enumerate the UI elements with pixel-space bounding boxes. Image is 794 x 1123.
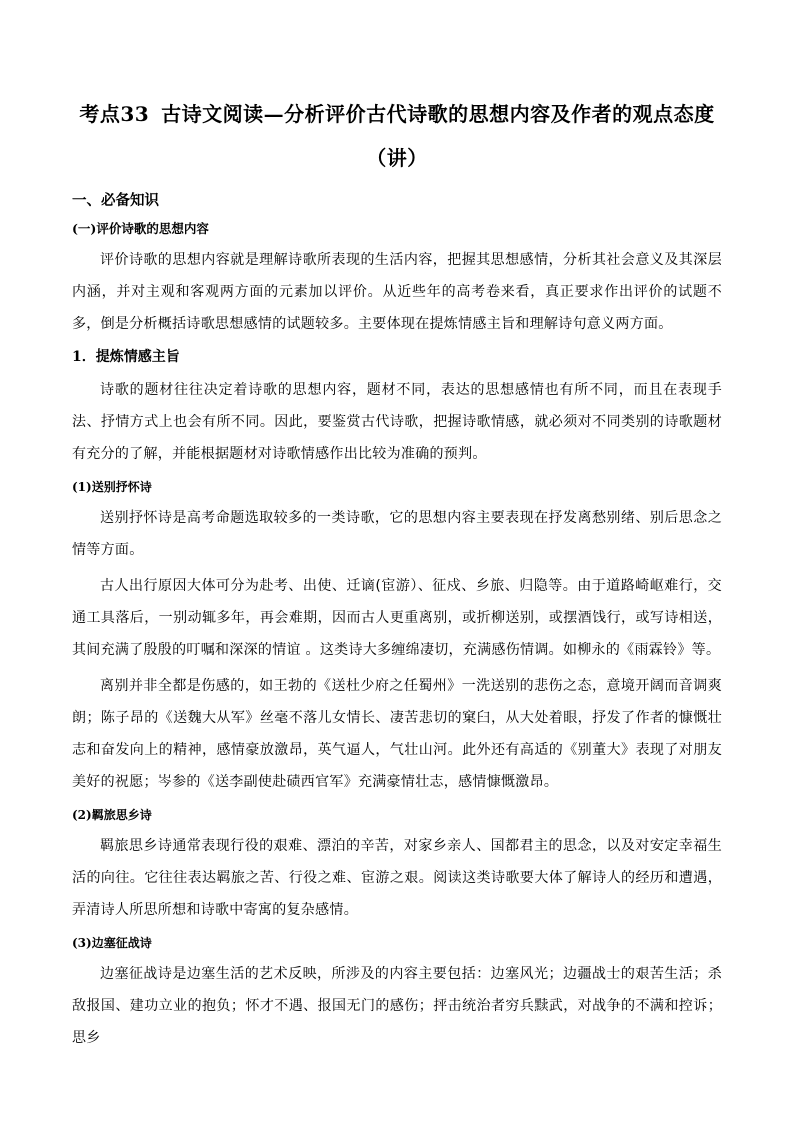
- point-heading-1: 1．提炼情感主旨: [72, 349, 180, 365]
- title-text: 古诗文阅读—分析评价古代诗歌的思想内容及作者的观点态度（讲）: [161, 102, 715, 170]
- page-title: [72, 92, 722, 180]
- category-heading-2: (2)羁旅思乡诗: [72, 808, 152, 822]
- paragraph-7: 边塞征战诗是边塞生活的艺术反映，所涉及的内容主要包括：边塞风光；边疆战士的艰苦生活；杀敌报国、建功立业的抱负；怀才不遇、报国无门的感伤；抨击统治者穷兵黩武，对战争的不满和控诉；思乡: [72, 966, 722, 1046]
- paragraph-1: 评价诗歌的思想内容就是理解诗歌所表现的生活内容，把握其思想感情，分析其社会意义及其深层内涵，并对主观和客观两方面的元素加以评价。从近些年的高考卷来看，真正要求作出评价的试题不多，倒是分析概括诗歌思想感情的试题较多。主要体现在提炼情感主旨和理解诗句意义两方面。: [72, 252, 722, 332]
- subsection-heading-1: (一)评价诗歌的思想内容: [72, 221, 209, 236]
- paragraph-2: 诗歌的题材往往决定着诗歌的思想内容，题材不同，表达的思想感情也有所不同，而且在表现手法、抒情方式上也会有所不同。因此，要鉴赏古代诗歌，把握诗歌情感，就必须对不同类别的诗歌题材有充分的了解，并能根据题材对诗歌情感作出比较为准确的预判。: [72, 382, 722, 462]
- section-heading-1: 一、必备知识: [72, 192, 159, 209]
- category-heading-3: (3)边塞征战诗: [72, 936, 152, 950]
- title-number: 考点33: [79, 102, 150, 126]
- paragraph-3: 送别抒怀诗是高考命题选取较多的一类诗歌，它的思想内容主要表现在抒发离愁别绪、别后思念之情等方面。: [72, 510, 722, 558]
- paragraph-6: 羁旅思乡诗通常表现行役的艰难、漂泊的辛苦，对家乡亲人、国都君主的思念，以及对安定幸福生活的向往。它往往表达羁旅之苦、行役之难、宦游之艰。阅读这类诗歌要大体了解诗人的经历和遭遇，弄清诗人所思所想和诗歌中寄寓的复杂感情。: [72, 838, 722, 918]
- paragraph-5: 离别并非全都是伤感的，如王勃的《送杜少府之任蜀州》一洗送别的悲伤之态，意境开阔而音调爽朗；陈子昂的《送魏大从军》丝毫不落儿女情长、凄苦悲切的窠臼，从大处着眼，抒发了作者的慷慨壮志和奋发向上的精神，感情豪放激昂，英气逼人，气壮山河。此外还有高适的《别董大》表现了对朋友美好的祝愿；岑参的《送李副使赴碛西官军》充满豪情壮志，感情慷慨激昂。: [72, 678, 722, 790]
- category-heading-1: (1)送别抒怀诗: [72, 480, 152, 494]
- paragraph-4: 古人出行原因大体可分为赴考、出使、迁谪(宦游）、征戍、乡旅、归隐等。由于道路崎岖难行，交通工具落后，一别动辄多年，再会难期，因而古人更重离别，或折柳送别，或摆酒饯行，或写诗相送，其间充满了殷殷的叮嘱和深深的情谊 。这类诗大多缠绵凄切，充满感伤情调。如柳永的《雨霖铃》等。: [72, 578, 722, 658]
